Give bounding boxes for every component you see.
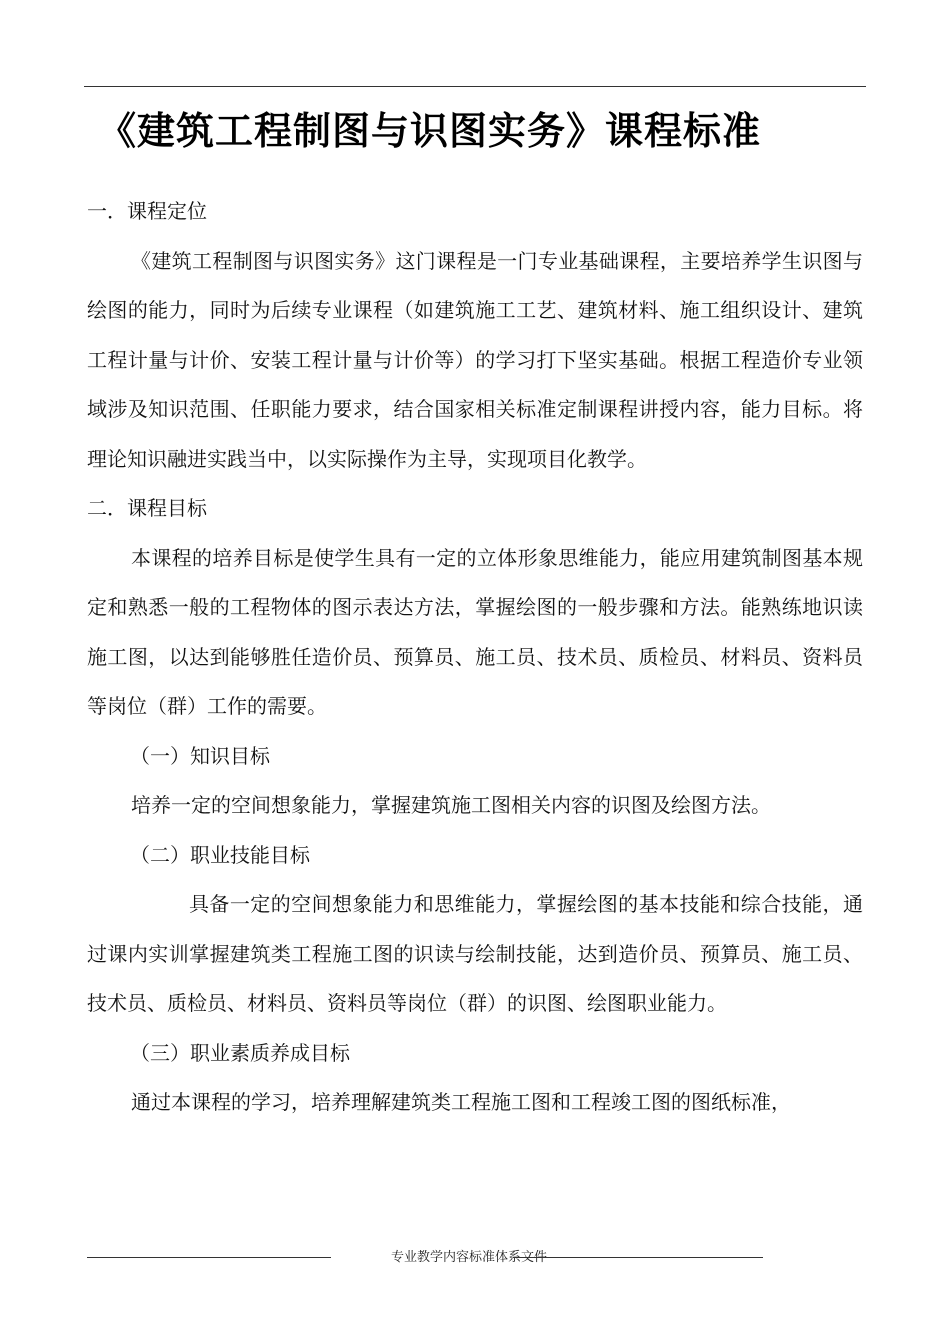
footer-text: 专业教学内容标准体系文件 bbox=[391, 1250, 548, 1265]
section-heading-objectives: 二．课程目标 bbox=[87, 496, 207, 520]
page-footer bbox=[87, 1247, 763, 1269]
subsection-paragraph-quality: 通过本课程的学习，培养理解建筑类工程施工图和工程竣工图的图纸标准， bbox=[131, 1090, 791, 1114]
section-paragraph-positioning: 《建筑工程制图与识图实务》这门课程是一门专业基础课程，主要培养学生识图与绘图的能力，同时为后续专业课程（如建筑施工工艺、建筑材料、施工组织设计、建筑工程计量与计价、安装工程计量与计价等）的学习打下坚实基础。根据工程造价专业领域涉及知识范围、任职能力要求，结合国家相关标准定制课程讲授内容，能力目标。将理论知识融进实践当中，以实际操作为主导，实现项目化教学。 bbox=[87, 248, 863, 471]
header-rule bbox=[84, 86, 866, 87]
footer-rule-right bbox=[513, 1257, 763, 1258]
subsection-paragraph-knowledge: 培养一定的空间想象能力，掌握建筑施工图相关内容的识图及绘图方法。 bbox=[131, 793, 771, 817]
subsection-heading-quality: （三）职业素质养成目标 bbox=[130, 1040, 350, 1065]
section-heading-positioning: 一．课程定位 bbox=[87, 199, 207, 223]
document-body bbox=[87, 187, 863, 1128]
section-paragraph-objectives: 本课程的培养目标是使学生具有一定的立体形象思维能力，能应用建筑制图基本规定和熟悉一般的工程物体的图示表达方法，掌握绘图的一般步骤和方法。能熟练地识读施工图，以达到能够胜任造价员、预算员、施工员、技术员、质检员、材料员、资料员等岗位（群）工作的需要。 bbox=[87, 545, 863, 718]
subsection-heading-skills: （二）职业技能目标 bbox=[130, 842, 310, 867]
subsection-heading-knowledge: （一）知识目标 bbox=[130, 743, 270, 768]
footer-rule-left bbox=[87, 1257, 331, 1258]
subsection-paragraph-skills: 具备一定的空间想象能力和思维能力，掌握绘图的基本技能和综合技能，通过课内实训掌握建筑类工程施工图的识读与绘制技能，达到造价员、预算员、施工员、技术员、质检员、材料员、资料员等岗位（群）的识图、绘图职业能力。 bbox=[87, 892, 863, 1015]
document-title: 《建筑工程制图与识图实务》课程标准 bbox=[98, 109, 762, 153]
